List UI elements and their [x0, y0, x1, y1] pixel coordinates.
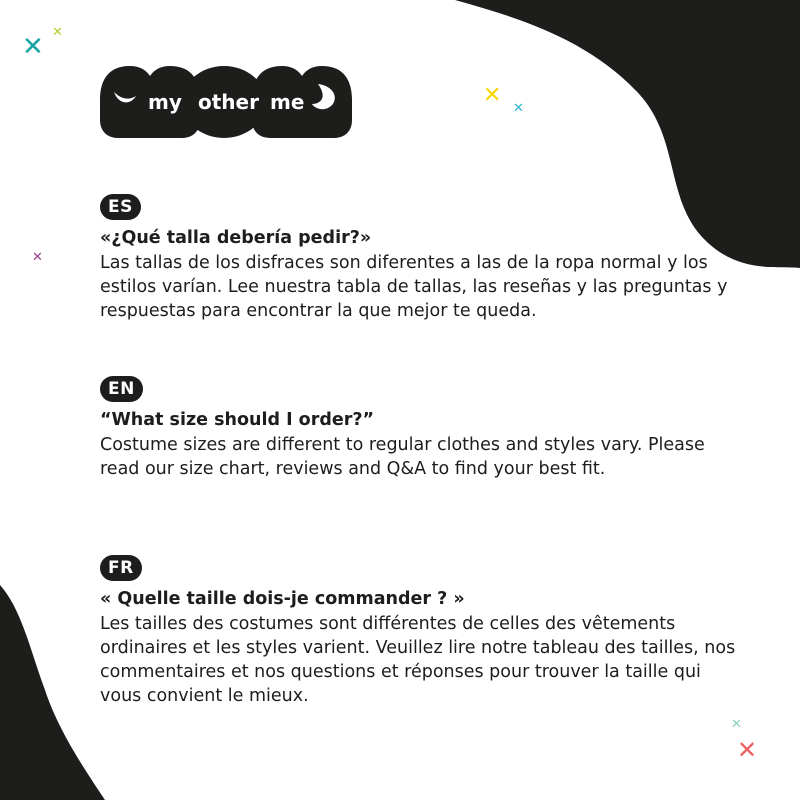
cross-icon-yellow: ✕: [483, 83, 502, 108]
cross-icon-lime: ✕: [52, 25, 63, 40]
answer-en: Costume sizes are different to regular clothes and styles vary. Please read our size chart, reviews and Q&A to find your best fit.: [100, 435, 705, 479]
cross-icon-cyan: ✕: [513, 101, 524, 116]
logo-word-other: other: [198, 90, 259, 114]
answer-es: Las tallas de los disfraces son diferentes a las de la ropa normal y los estilos varían. Lee nuestra tabla de tallas, las reseñas y las preguntas y respuestas para encontrar la que mejor te queda.: [100, 253, 728, 321]
question-fr: « Quelle taille dois-je commander ? »: [100, 589, 465, 609]
cross-icon-purple: ✕: [32, 250, 43, 265]
logo-word-my: my: [148, 90, 182, 114]
language-badge-es: ES: [100, 194, 141, 220]
cross-icon-mint: ✕: [731, 717, 742, 732]
cross-icon-coral: ✕: [737, 736, 758, 764]
language-badge-fr: FR: [100, 555, 142, 581]
bottom-left-blob: [0, 585, 105, 800]
question-es: «¿Qué talla debería pedir?»: [100, 228, 372, 248]
section-fr: [100, 555, 740, 708]
answer-fr: Les tailles des costumes sont différentes de celles des vêtements ordinaires et les styles varient. Veuillez lire notre tableau des tailles, nos commentaires et nos questions et réponses pour trouver la taille qui vous convient le mieux.: [100, 614, 736, 706]
section-es: [100, 194, 740, 323]
brand-logo: [100, 62, 352, 138]
language-badge-en: EN: [100, 376, 143, 402]
cross-icon-teal: ✕: [22, 32, 44, 62]
section-en: [100, 376, 740, 481]
question-en: “What size should I order?”: [100, 410, 375, 430]
logo-word-me: me: [270, 90, 305, 114]
